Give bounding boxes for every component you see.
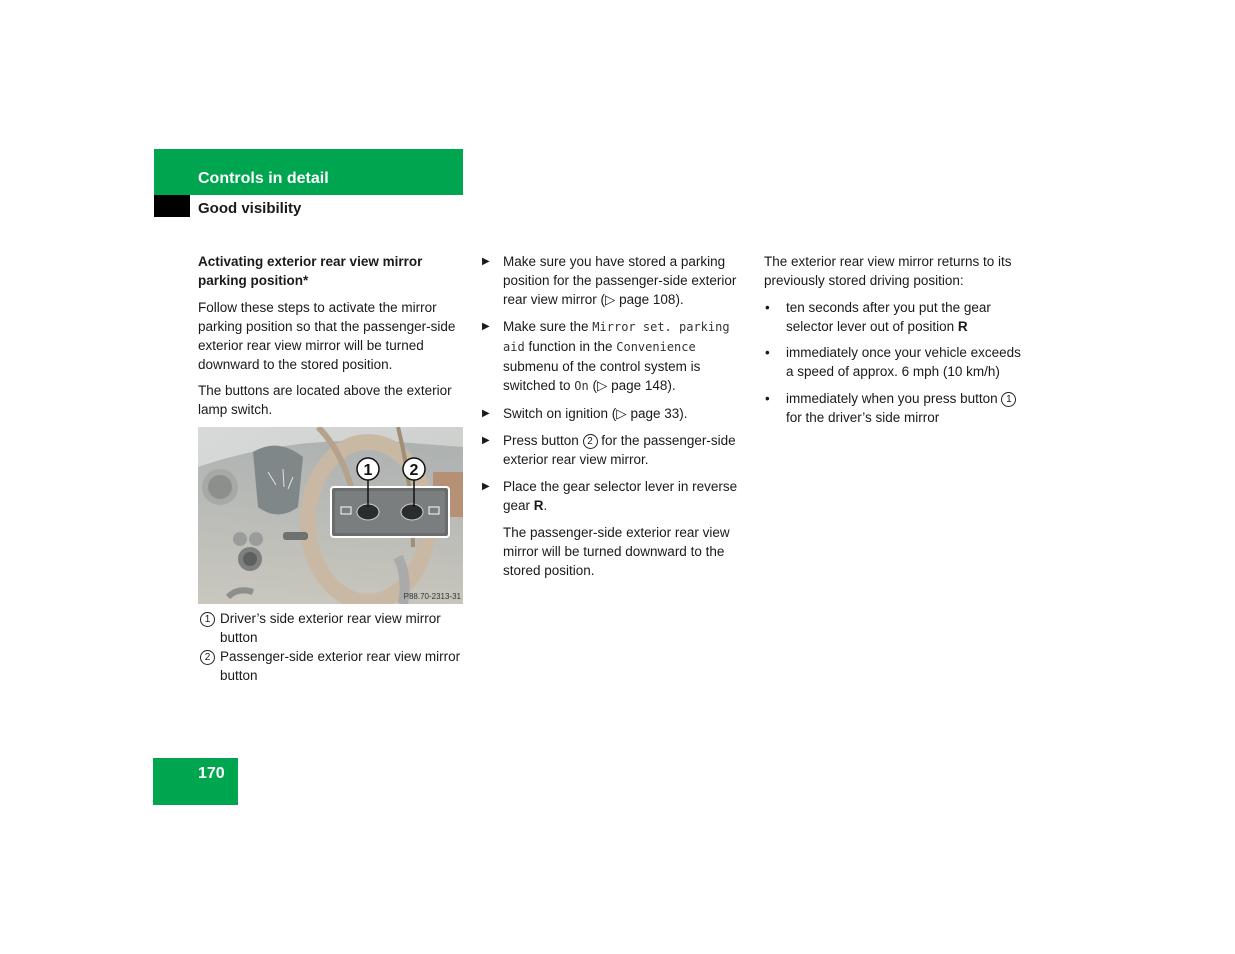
callout-1-label: 1 (363, 462, 373, 479)
step-text: . (543, 498, 548, 513)
bullet-item (764, 343, 1030, 381)
dashboard-drawing (198, 427, 463, 604)
step-text: Make sure the (503, 319, 593, 334)
column-middle (482, 252, 746, 588)
step-item (482, 477, 746, 515)
step-text: Press button (503, 433, 583, 448)
intro-paragraph: The exterior rear view mirror returns to its previously stored driving position: (764, 254, 1012, 288)
menu-item-name: Mirror set. parking aid (503, 320, 730, 354)
submenu-name: Convenience (616, 340, 696, 354)
legend-item (198, 609, 464, 647)
topic-heading: Activating exterior rear view mirror parking position* (198, 254, 423, 288)
step-arrow-icon: ▶ (482, 481, 490, 492)
location-paragraph: The buttons are located above the exterior lamp switch. (198, 383, 452, 417)
bullet-text: ten seconds after you put the gear selector lever out of position (786, 299, 991, 334)
step-item (482, 317, 746, 396)
step-text: submenu of the control system is switched to (503, 359, 701, 393)
legend-text: Driver’s side exterior rear view mirror button (220, 611, 441, 645)
subsection-marker (154, 195, 190, 217)
legend-text: Passenger-side exterior rear view mirror button (220, 649, 461, 683)
step-text: Make sure you have stored a parking position for the passenger-side exterior rear view mirror (▷ page 108). (503, 254, 737, 307)
step-arrow-icon: ▶ (482, 256, 490, 267)
bullet-icon: • (765, 345, 770, 360)
step-arrow-icon: ▶ (482, 408, 490, 419)
step-item (482, 431, 746, 469)
bullet-text: immediately once your vehicle exceeds a speed of approx. 6 mph (10 km/h) (786, 345, 1021, 379)
step-text: for the passenger-side exterior rear view mirror. (503, 433, 736, 467)
legend-item (198, 647, 464, 685)
page-number: 170 (198, 765, 225, 782)
step-text: (▷ page 148). (588, 378, 676, 393)
column-right (764, 252, 1030, 434)
section-title: Controls in detail (198, 170, 329, 187)
gear-letter: R (533, 498, 544, 513)
step-arrow-icon: ▶ (482, 435, 490, 446)
result-paragraph: The passenger-side exterior rear view mirror will be turned downward to the stored position. (503, 525, 730, 578)
bullet-text: for the driver’s side mirror (786, 409, 940, 425)
legend-number: 2 (200, 650, 215, 665)
step-text: Place the gear selector lever in reverse gear (503, 479, 738, 513)
bullet-icon: • (765, 390, 770, 406)
step-arrow-icon: ▶ (482, 321, 490, 332)
dashboard-illustration (198, 427, 463, 604)
step-item (482, 404, 746, 423)
button-number: 2 (583, 434, 598, 449)
step-item (482, 252, 746, 309)
figure-code: P88.70-2313-31 (403, 592, 461, 601)
page-number-box (153, 758, 238, 805)
bullet-item (764, 298, 1030, 336)
callout-2-label: 2 (409, 462, 419, 479)
subsection-title: Good visibility (198, 200, 302, 217)
step-text: function in the (524, 339, 617, 354)
bullet-text: immediately when you press button (786, 390, 1002, 406)
bullet-icon: • (765, 299, 770, 315)
intro-paragraph: Follow these steps to activate the mirror parking position so that the passenger-side exterior rear view mirror will be turned downward to the stored position. (198, 299, 456, 372)
bullet-item (764, 389, 1030, 427)
step-text: Switch on ignition (▷ page 33). (503, 406, 688, 421)
setting-value: On (574, 379, 589, 393)
button-number: 1 (1001, 392, 1016, 407)
column-left (198, 252, 464, 685)
legend-number: 1 (200, 612, 215, 627)
gear-letter: R (957, 318, 968, 334)
